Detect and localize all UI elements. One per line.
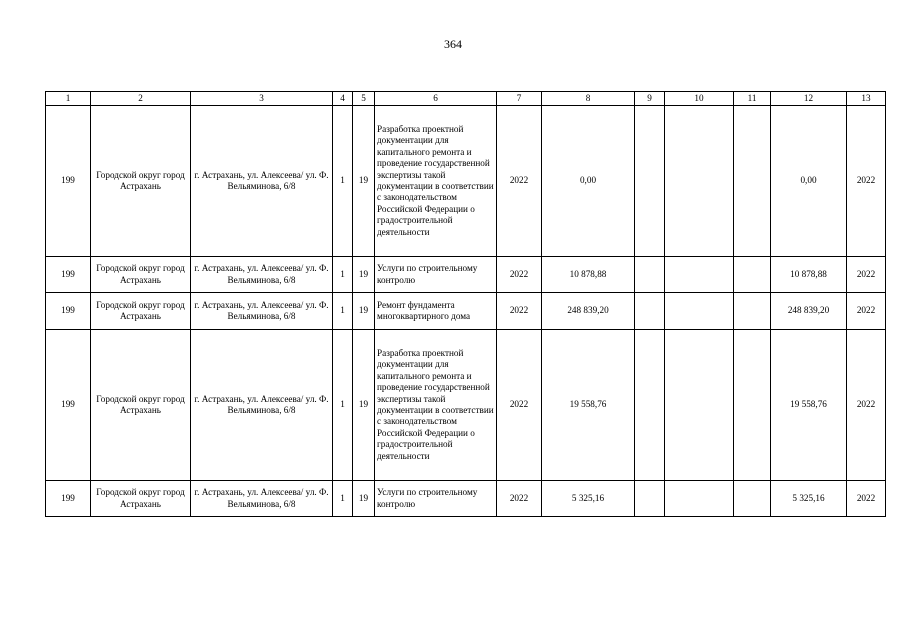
year2-cell: 2022: [847, 481, 886, 517]
column-header-12: 12: [771, 92, 847, 106]
row-number: 199: [46, 106, 91, 257]
col10-cell: [665, 106, 734, 257]
address-cell: г. Астрахань, ул. Алексеева/ ул. Ф. Вельяминова, 6/8: [191, 257, 333, 293]
address-cell: г. Астрахань, ул. Алексеева/ ул. Ф. Вельяминова, 6/8: [191, 293, 333, 330]
address-cell: г. Астрахань, ул. Алексеева/ ул. Ф. Вельяминова, 6/8: [191, 481, 333, 517]
address-cell: г. Астрахань, ул. Алексеева/ ул. Ф. Вельяминова, 6/8: [191, 106, 333, 257]
page-number: 364: [444, 37, 462, 51]
column-header-5: 5: [353, 92, 375, 106]
header-row: [46, 92, 886, 106]
col9-cell: [635, 481, 665, 517]
col5-cell: 19: [353, 481, 375, 517]
col10-cell: [665, 257, 734, 293]
column-header-13: 13: [847, 92, 886, 106]
col5-cell: 19: [353, 257, 375, 293]
work-type-cell: Разработка проектной документации для капитального ремонта и проведение государственной экспертизы такой документации в соответствии с законодательством Российской Федерации о градостроительной деятельности: [375, 106, 497, 257]
year-cell: 2022: [497, 481, 542, 517]
col5-cell: 19: [353, 106, 375, 257]
col5-cell: 19: [353, 293, 375, 330]
municipality-cell: Городской округ город Астрахань: [91, 481, 191, 517]
col11-cell: [734, 106, 771, 257]
column-header-9: 9: [635, 92, 665, 106]
work-type-cell: Ремонт фундамента многоквартирного дома: [375, 293, 497, 330]
col11-cell: [734, 257, 771, 293]
column-header-3: 3: [191, 92, 333, 106]
col4-cell: 1: [333, 481, 353, 517]
row-number: 199: [46, 293, 91, 330]
address-cell: г. Астрахань, ул. Алексеева/ ул. Ф. Вельяминова, 6/8: [191, 330, 333, 481]
municipality-cell: Городской округ город Астрахань: [91, 330, 191, 481]
column-header-2: 2: [91, 92, 191, 106]
row-number: 199: [46, 481, 91, 517]
year-cell: 2022: [497, 330, 542, 481]
col9-cell: [635, 330, 665, 481]
amount2-cell: 248 839,20: [771, 293, 847, 330]
amount-cell: 19 558,76: [542, 330, 635, 481]
col9-cell: [635, 257, 665, 293]
row-number: 199: [46, 330, 91, 481]
col10-cell: [665, 481, 734, 517]
amount2-cell: 5 325,16: [771, 481, 847, 517]
amount-cell: 248 839,20: [542, 293, 635, 330]
year2-cell: 2022: [847, 257, 886, 293]
table-row: [46, 106, 886, 257]
col4-cell: 1: [333, 106, 353, 257]
municipality-cell: Городской округ город Астрахань: [91, 257, 191, 293]
col4-cell: 1: [333, 330, 353, 481]
work-type-cell: Услуги по строительному контролю: [375, 257, 497, 293]
year2-cell: 2022: [847, 293, 886, 330]
column-header-6: 6: [375, 92, 497, 106]
work-type-cell: Услуги по строительному контролю: [375, 481, 497, 517]
column-header-8: 8: [542, 92, 635, 106]
year2-cell: 2022: [847, 330, 886, 481]
municipality-cell: Городской округ город Астрахань: [91, 293, 191, 330]
col5-cell: 19: [353, 330, 375, 481]
year-cell: 2022: [497, 257, 542, 293]
column-header-4: 4: [333, 92, 353, 106]
amount2-cell: 0,00: [771, 106, 847, 257]
year-cell: 2022: [497, 106, 542, 257]
amount-cell: 10 878,88: [542, 257, 635, 293]
column-header-11: 11: [734, 92, 771, 106]
table-row: [46, 481, 886, 517]
capital-repair-table: [45, 91, 886, 517]
col10-cell: [665, 293, 734, 330]
work-type-cell: Разработка проектной документации для капитального ремонта и проведение государственной экспертизы такой документации в соответствии с законодательством Российской Федерации о градостроительной деятельности: [375, 330, 497, 481]
col4-cell: 1: [333, 257, 353, 293]
amount2-cell: 10 878,88: [771, 257, 847, 293]
year2-cell: 2022: [847, 106, 886, 257]
col10-cell: [665, 330, 734, 481]
col11-cell: [734, 293, 771, 330]
col11-cell: [734, 481, 771, 517]
municipality-cell: Городской округ город Астрахань: [91, 106, 191, 257]
row-number: 199: [46, 257, 91, 293]
amount-cell: 5 325,16: [542, 481, 635, 517]
year-cell: 2022: [497, 293, 542, 330]
col9-cell: [635, 293, 665, 330]
amount-cell: 0,00: [542, 106, 635, 257]
table-row: [46, 293, 886, 330]
col4-cell: 1: [333, 293, 353, 330]
column-header-1: 1: [46, 92, 91, 106]
column-header-10: 10: [665, 92, 734, 106]
table-row: [46, 257, 886, 293]
column-header-7: 7: [497, 92, 542, 106]
col11-cell: [734, 330, 771, 481]
col9-cell: [635, 106, 665, 257]
table-row: [46, 330, 886, 481]
amount2-cell: 19 558,76: [771, 330, 847, 481]
